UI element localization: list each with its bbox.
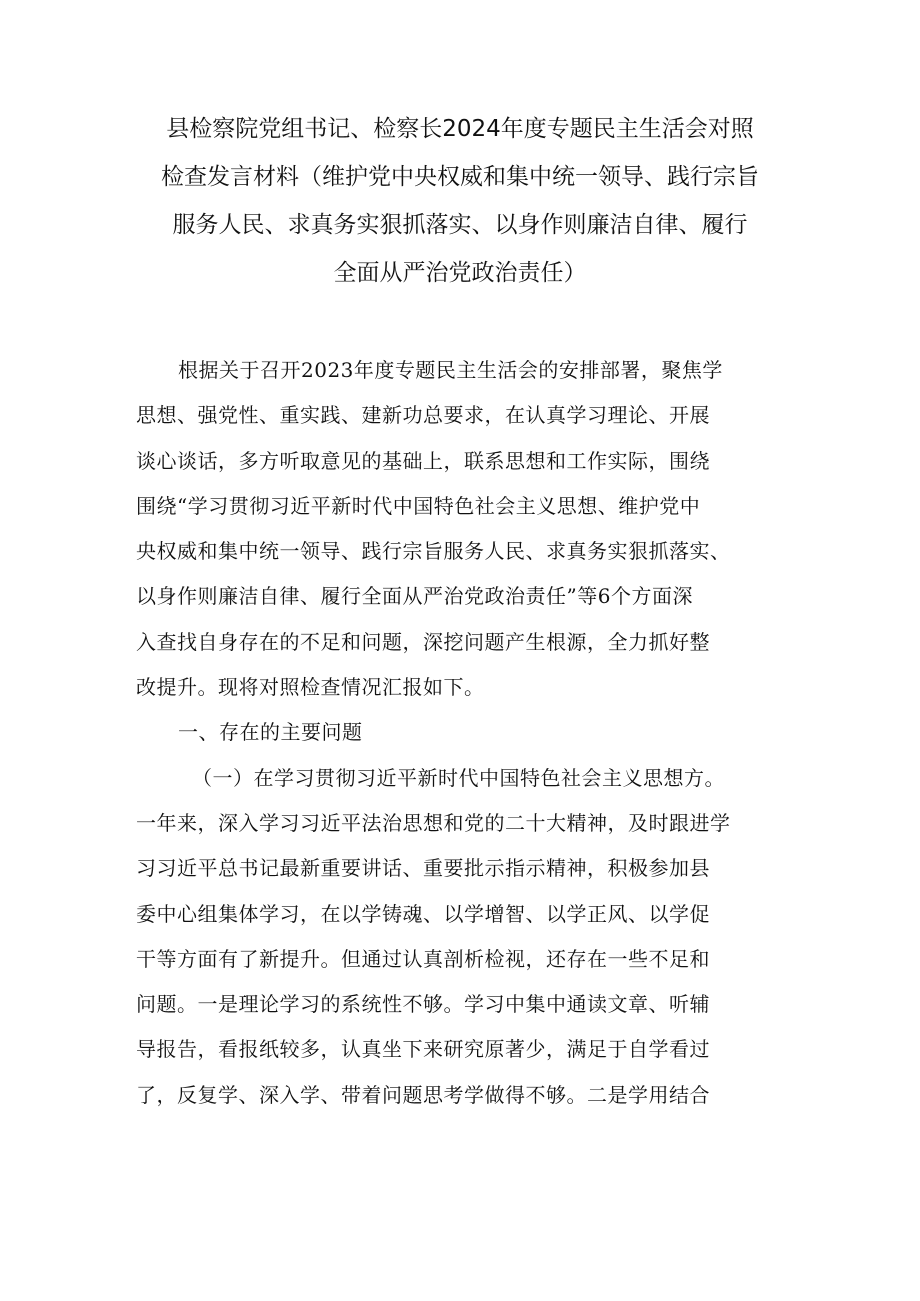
- title-line: 服务人民、求真务实狠抓落实、以身作则廉洁自律、履行: [172, 212, 748, 238]
- body-line: 根据关于召开2023年度专题民主生活会的安排部署，聚焦学: [178, 358, 723, 382]
- body-line: 委中心组集体学习，在以学铸魂、以学增智、以学正风、以学促: [136, 901, 710, 926]
- body-line: 围绕“学习贯彻习近平新时代中国特色社会主义思想、维护党中: [136, 493, 701, 518]
- title-line: 检查发言材料（维护党中央权威和集中统一领导、践行宗旨: [161, 164, 759, 190]
- body-line: 改提升。现将对照检查情况汇报如下。: [136, 675, 485, 700]
- title-line: 县检察院党组书记、检察长2024年度专题民主生活会对照: [166, 116, 754, 142]
- document-title: [0, 112, 920, 304]
- body-line: 干等方面有了新提升。但通过认真剖析检视，还存在一些不足和: [136, 946, 710, 971]
- body-line: 导报告，看报纸较多，认真坐下来研究原著少，满足于自学看过: [136, 1037, 710, 1062]
- document-body: [136, 352, 786, 1122]
- body-line: 问题。一是理论学习的系统性不够。学习中集中通读文章、听辅: [136, 992, 710, 1017]
- body-line: 以身作则廉洁自律、履行全面从严治党政治责任”等6个方面深: [136, 584, 693, 609]
- body-line: 了，反复学、深入学、带着问题思考学做得不够。二是学用结合: [136, 1082, 710, 1107]
- subsection-heading: （一）在学习贯彻习近平新时代中国特色社会主义思想方。: [192, 765, 725, 790]
- body-line: 谈心谈话，多方听取意见的基础上，联系思想和工作实际，围绕: [136, 448, 710, 473]
- body-line: 一年来，深入学习习近平法治思想和党的二十大精神，及时跟进学: [136, 810, 731, 835]
- body-line: 习习近平总书记最新重要讲话、重要批示指示精神，积极参加县: [136, 856, 710, 881]
- body-line: 央权威和集中统一领导、践行宗旨服务人民、求真务实狠抓落实、: [136, 539, 731, 564]
- body-line: 思想、强党性、重实践、建新功总要求，在认真学习理论、开展: [136, 403, 710, 428]
- section-heading: 一、存在的主要问题: [178, 720, 363, 745]
- body-line: 入查找自身存在的不足和问题，深挖问题产生根源，全力抓好整: [136, 629, 710, 654]
- title-line: 全面从严治党政治责任）: [333, 260, 587, 286]
